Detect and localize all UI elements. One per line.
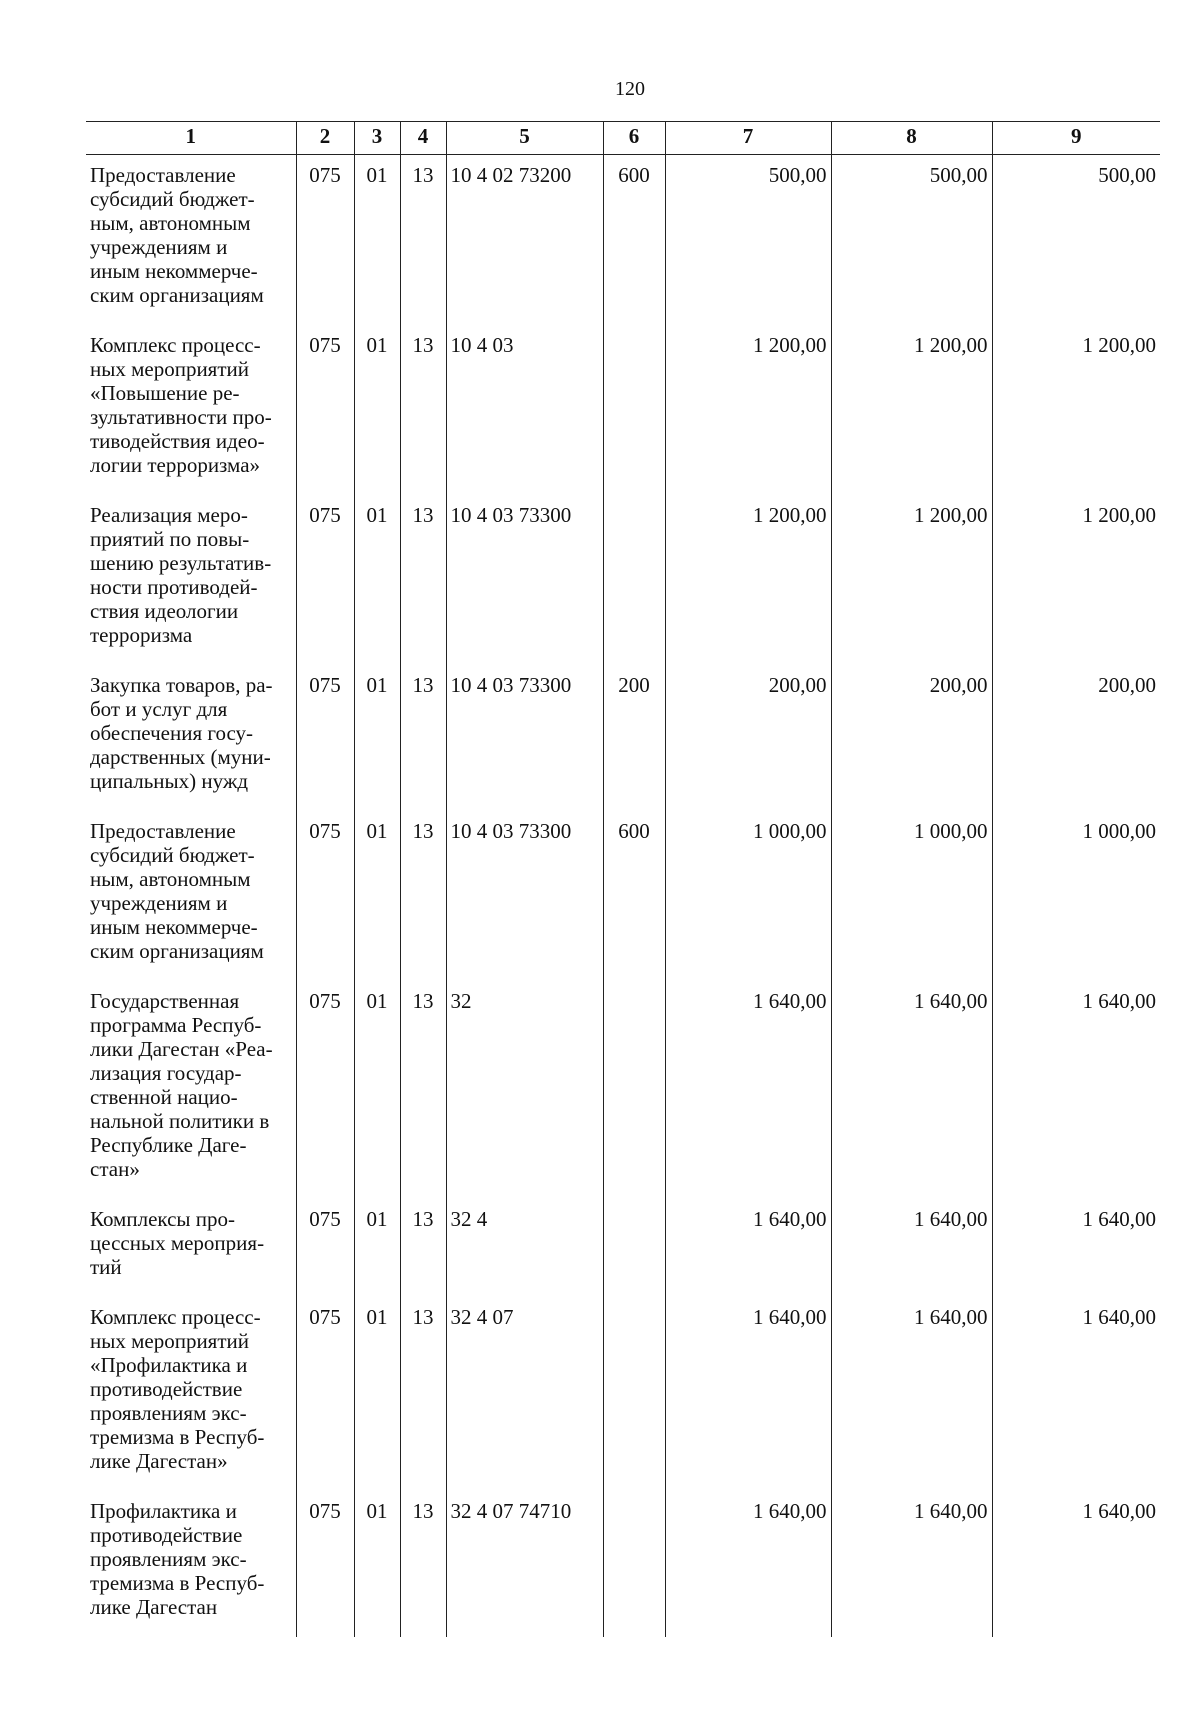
item-name-line: ципальных) нужд: [90, 769, 249, 793]
target-article-cell: 10 4 03 73300: [446, 811, 603, 981]
amount-col9-cell: 1 200,00: [992, 495, 1160, 665]
item-name-line: учреждениям и: [90, 891, 228, 915]
item-name-line: нальной политики в: [90, 1109, 270, 1133]
ministry-code-cell: 075: [296, 1491, 354, 1637]
item-name-line: бот и услуг для: [90, 697, 228, 721]
target-article-cell: 32 4: [446, 1199, 603, 1297]
item-name-line: тремизма в Респуб-: [90, 1425, 265, 1449]
item-name-line: «Профилактика и: [90, 1353, 248, 1377]
amount-col7-cell: 500,00: [665, 155, 831, 326]
expense-type-cell: [603, 1491, 665, 1637]
ministry-code-cell: 075: [296, 665, 354, 811]
subsection-code-cell: 13: [400, 1297, 446, 1491]
item-name-line: Предоставление: [90, 163, 236, 187]
amount-col9-cell: 200,00: [992, 665, 1160, 811]
budget-table: [86, 121, 1160, 1637]
target-article-cell: 32: [446, 981, 603, 1199]
item-name-line: Реализация меро-: [90, 503, 248, 527]
header-cell: 5: [446, 122, 603, 155]
subsection-code-cell: 13: [400, 155, 446, 326]
subsection-code-cell: 13: [400, 811, 446, 981]
table-row: [86, 1491, 1160, 1637]
ministry-code-cell: 075: [296, 155, 354, 326]
amount-col8-cell: 1 640,00: [831, 981, 992, 1199]
amount-col8-cell: 1 200,00: [831, 325, 992, 495]
amount-col9-cell: 1 640,00: [992, 1199, 1160, 1297]
table-row: [86, 1199, 1160, 1297]
item-name-cell: [86, 325, 296, 495]
expense-type-cell: [603, 325, 665, 495]
item-name-line: «Повышение ре-: [90, 381, 240, 405]
item-name-line: ных мероприятий: [90, 357, 249, 381]
target-article-cell: 32 4 07 74710: [446, 1491, 603, 1637]
expense-type-cell: [603, 1297, 665, 1491]
section-code-cell: 01: [354, 811, 400, 981]
item-name-line: проявлениям экс-: [90, 1547, 247, 1571]
section-code-cell: 01: [354, 665, 400, 811]
header-cell: 7: [665, 122, 831, 155]
section-code-cell: 01: [354, 325, 400, 495]
item-name-line: тремизма в Респуб-: [90, 1571, 265, 1595]
item-name-line: Республике Даге-: [90, 1133, 247, 1157]
ministry-code-cell: 075: [296, 811, 354, 981]
item-name-line: зультативности про-: [90, 405, 272, 429]
item-name-line: тиводействия идео-: [90, 429, 265, 453]
item-name-line: ным, автономным: [90, 211, 251, 235]
item-name-line: шению результатив-: [90, 551, 272, 575]
subsection-code-cell: 13: [400, 981, 446, 1199]
table-row: [86, 1297, 1160, 1491]
item-name-line: ности противодей-: [90, 575, 258, 599]
item-name-line: цессных мероприя-: [90, 1231, 265, 1255]
expense-type-cell: [603, 1199, 665, 1297]
amount-col9-cell: 1 200,00: [992, 325, 1160, 495]
table-row: [86, 811, 1160, 981]
header-cell: 9: [992, 122, 1160, 155]
amount-col9-cell: 1 000,00: [992, 811, 1160, 981]
item-name-cell: [86, 1297, 296, 1491]
item-name-line: Комплекс процесс-: [90, 333, 261, 357]
target-article-cell: 10 4 02 73200: [446, 155, 603, 326]
ministry-code-cell: 075: [296, 495, 354, 665]
item-name-line: иным некоммерче-: [90, 259, 258, 283]
table-row: [86, 495, 1160, 665]
item-name-line: Предоставление: [90, 819, 236, 843]
item-name-line: лике Дагестан: [90, 1595, 218, 1619]
amount-col8-cell: 1 000,00: [831, 811, 992, 981]
item-name-line: тий: [90, 1255, 122, 1279]
item-name-line: проявлениям экс-: [90, 1401, 247, 1425]
section-code-cell: 01: [354, 1199, 400, 1297]
amount-col8-cell: 1 640,00: [831, 1491, 992, 1637]
item-name-line: ским организациям: [90, 939, 264, 963]
item-name-cell: [86, 811, 296, 981]
header-cell: 4: [400, 122, 446, 155]
amount-col9-cell: 500,00: [992, 155, 1160, 326]
section-code-cell: 01: [354, 981, 400, 1199]
item-name-cell: [86, 1491, 296, 1637]
table-row: [86, 155, 1160, 326]
header-cell: 8: [831, 122, 992, 155]
subsection-code-cell: 13: [400, 325, 446, 495]
item-name-line: учреждениям и: [90, 235, 228, 259]
item-name-line: противодействие: [90, 1523, 243, 1547]
amount-col8-cell: 1 640,00: [831, 1199, 992, 1297]
amount-col7-cell: 1 640,00: [665, 1297, 831, 1491]
target-article-cell: 10 4 03 73300: [446, 665, 603, 811]
item-name-line: Государственная: [90, 989, 240, 1013]
item-name-cell: [86, 1199, 296, 1297]
header-cell: 6: [603, 122, 665, 155]
amount-col8-cell: 500,00: [831, 155, 992, 326]
expense-type-cell: 200: [603, 665, 665, 811]
ministry-code-cell: 075: [296, 981, 354, 1199]
amount-col8-cell: 1 200,00: [831, 495, 992, 665]
item-name-line: ным, автономным: [90, 867, 251, 891]
expense-type-cell: [603, 495, 665, 665]
item-name-line: терроризма: [90, 623, 193, 647]
target-article-cell: 10 4 03: [446, 325, 603, 495]
amount-col8-cell: 200,00: [831, 665, 992, 811]
amount-col9-cell: 1 640,00: [992, 1491, 1160, 1637]
item-name-line: субсидий бюджет-: [90, 187, 255, 211]
item-name-line: Закупка товаров, ра-: [90, 673, 273, 697]
section-code-cell: 01: [354, 155, 400, 326]
section-code-cell: 01: [354, 1491, 400, 1637]
target-article-cell: 32 4 07: [446, 1297, 603, 1491]
ministry-code-cell: 075: [296, 1199, 354, 1297]
header-cell: 2: [296, 122, 354, 155]
item-name-line: приятий по повы-: [90, 527, 250, 551]
amount-col7-cell: 1 000,00: [665, 811, 831, 981]
item-name-line: противодействие: [90, 1377, 243, 1401]
subsection-code-cell: 13: [400, 1199, 446, 1297]
item-name-cell: [86, 665, 296, 811]
item-name-line: лизация государ-: [90, 1061, 242, 1085]
item-name-line: логии терроризма»: [90, 453, 261, 477]
amount-col7-cell: 1 200,00: [665, 325, 831, 495]
table-row: [86, 981, 1160, 1199]
header-cell: 3: [354, 122, 400, 155]
amount-col7-cell: 200,00: [665, 665, 831, 811]
page-number: 120: [615, 78, 645, 100]
table-body: [86, 155, 1160, 1638]
amount-col9-cell: 1 640,00: [992, 981, 1160, 1199]
ministry-code-cell: 075: [296, 1297, 354, 1491]
expense-type-cell: 600: [603, 155, 665, 326]
item-name-line: дарственных (муни-: [90, 745, 271, 769]
expense-type-cell: 600: [603, 811, 665, 981]
section-code-cell: 01: [354, 495, 400, 665]
amount-col7-cell: 1 640,00: [665, 1491, 831, 1637]
subsection-code-cell: 13: [400, 1491, 446, 1637]
item-name-line: лики Дагестан «Реа-: [90, 1037, 273, 1061]
ministry-code-cell: 075: [296, 325, 354, 495]
table-header-row: [86, 122, 1160, 155]
amount-col7-cell: 1 640,00: [665, 981, 831, 1199]
item-name-line: ственной нацио-: [90, 1085, 238, 1109]
item-name-line: стан»: [90, 1157, 140, 1181]
amount-col7-cell: 1 200,00: [665, 495, 831, 665]
item-name-line: Профилактика и: [90, 1499, 237, 1523]
section-code-cell: 01: [354, 1297, 400, 1491]
item-name-cell: [86, 495, 296, 665]
item-name-line: субсидий бюджет-: [90, 843, 255, 867]
item-name-line: Комплексы про-: [90, 1207, 235, 1231]
header-cell: 1: [86, 122, 296, 155]
item-name-line: Комплекс процесс-: [90, 1305, 261, 1329]
item-name-line: ским организациям: [90, 283, 264, 307]
item-name-cell: [86, 981, 296, 1199]
target-article-cell: 10 4 03 73300: [446, 495, 603, 665]
subsection-code-cell: 13: [400, 665, 446, 811]
item-name-line: лике Дагестан»: [90, 1449, 228, 1473]
table-row: [86, 665, 1160, 811]
item-name-line: ных мероприятий: [90, 1329, 249, 1353]
table-row: [86, 325, 1160, 495]
item-name-line: ствия идеологии: [90, 599, 239, 623]
subsection-code-cell: 13: [400, 495, 446, 665]
expense-type-cell: [603, 981, 665, 1199]
amount-col8-cell: 1 640,00: [831, 1297, 992, 1491]
item-name-cell: [86, 155, 296, 326]
amount-col9-cell: 1 640,00: [992, 1297, 1160, 1491]
item-name-line: иным некоммерче-: [90, 915, 258, 939]
amount-col7-cell: 1 640,00: [665, 1199, 831, 1297]
item-name-line: программа Респуб-: [90, 1013, 262, 1037]
item-name-line: обеспечения госу-: [90, 721, 254, 745]
